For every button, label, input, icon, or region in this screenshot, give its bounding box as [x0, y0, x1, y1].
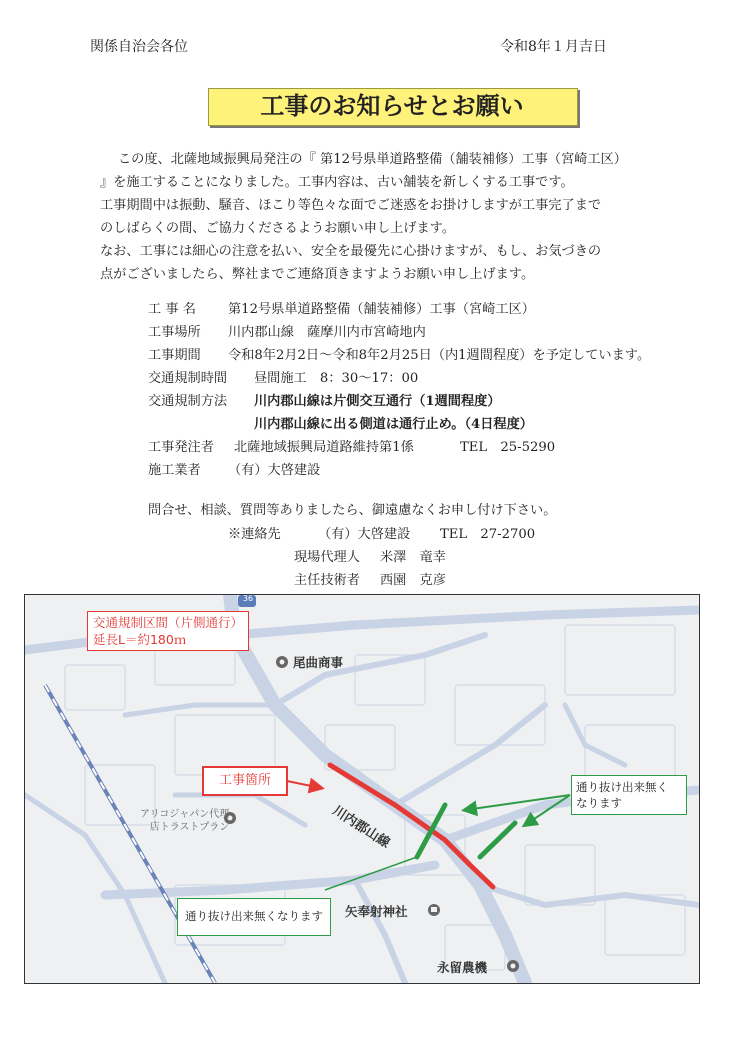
poi-marker-icon	[507, 960, 519, 972]
info-value-contractor: （有）大啓建設	[228, 463, 321, 478]
info-label-regmethod: 交通規制方法	[148, 394, 228, 409]
info-value-regtime: 昼間施工 8：30～17：00	[254, 371, 419, 386]
body-line: 』を施工することになりました。工事内容は、古い舗装を新しくする工事です。	[100, 175, 574, 190]
shrine-icon	[428, 904, 440, 916]
contact-engineer-name: 西園 克彦	[380, 573, 446, 588]
info-value-place: 川内郡山線 薩摩川内市宮崎地内	[228, 325, 426, 340]
poi-label-arigo-line-1: アリコジャパン代理	[140, 809, 230, 820]
contact-intro: 問合せ、相談、質問等ありましたら、御遠慮なくお申し付け下さい。	[148, 503, 557, 518]
info-label-place: 工事場所	[148, 325, 201, 340]
poi-label-arigo-line-2: 店トラストプラン	[149, 822, 230, 833]
info-value-period: 令和8年2月2日～令和8年2月25日（内1週間程度）を予定しています。	[228, 348, 651, 363]
no-through-box-right	[571, 775, 687, 815]
poi-label-ogari: 尾曲商事	[293, 655, 344, 670]
addressee: 関係自治会各位	[90, 39, 188, 55]
body-line: のしばらくの間、ご協力くださるようお願い申し上げます。	[100, 221, 456, 236]
contact-company: （有）大啓建設	[318, 527, 411, 542]
route-shield-label: 36	[242, 594, 254, 603]
location-map	[24, 594, 700, 984]
page-title: 工事のお知らせとお願い	[260, 92, 524, 120]
no-through-right-line-2: なります	[576, 796, 622, 810]
body-line: この度、北薩地域振興局発注の『 第12号県単道路整備（舗装補修）工事（宮崎工区）	[118, 152, 627, 167]
contact-tel: TEL 27-2700	[440, 527, 536, 542]
road-label: 川内郡山線	[329, 803, 393, 852]
no-through-box-left: 通り抜け出来無くなります	[177, 898, 331, 936]
body-line: 点がございましたら、弊社までご連絡頂きますようお願い申し上げます。	[100, 267, 535, 282]
info-value-orderer-tel: TEL 25-5290	[460, 440, 556, 455]
poi-label-arigo	[140, 808, 229, 834]
info-value-regmethod-1: 川内郡山線は片側交互通行（1週間程度）	[254, 394, 501, 409]
regulation-title: 交通規制区間（片側通行）	[93, 615, 244, 630]
info-label-orderer: 工事発注者	[148, 440, 214, 455]
info-label-name: 工 事 名	[148, 302, 196, 317]
info-label-period: 工事期間	[148, 348, 201, 363]
site-label-box: 工事箇所	[202, 766, 288, 796]
info-value-name: 第12号県単道路整備（舗装補修）工事（宮崎工区）	[228, 302, 535, 317]
contact-agent-name: 米澤 竜幸	[380, 550, 446, 565]
info-label-regtime: 交通規制時間	[148, 371, 228, 386]
regulation-length: 延長L＝約180ｍ	[93, 632, 187, 647]
info-value-orderer: 北薩地域振興局道路維持第1係	[234, 440, 414, 455]
poi-label-eidome: 永留農機	[437, 960, 488, 975]
poi-label-yabusame: 矢奉射神社	[345, 904, 408, 919]
contact-label: ※連絡先	[228, 527, 281, 542]
contact-agent-label: 現場代理人	[294, 550, 360, 565]
body-line: なお、工事には細心の注意を払い、安全を最優先に心掛けますが、もし、お気づきの	[100, 244, 602, 259]
regulation-box	[87, 611, 249, 651]
poi-marker-icon	[276, 656, 288, 668]
document-date: 令和8年１月吉日	[500, 39, 607, 55]
body-line: 工事期間中は振動、騒音、ほこり等色々な面でご迷惑をお掛けしますが工事完了まで	[100, 198, 602, 213]
no-through-right-line-1: 通り抜け出来無く	[576, 780, 668, 794]
info-label-contractor: 施工業者	[148, 463, 201, 478]
contact-engineer-label: 主任技術者	[294, 573, 360, 588]
info-value-regmethod-2: 川内郡山線に出る側道は通行止め。（4日程度）	[254, 417, 533, 432]
